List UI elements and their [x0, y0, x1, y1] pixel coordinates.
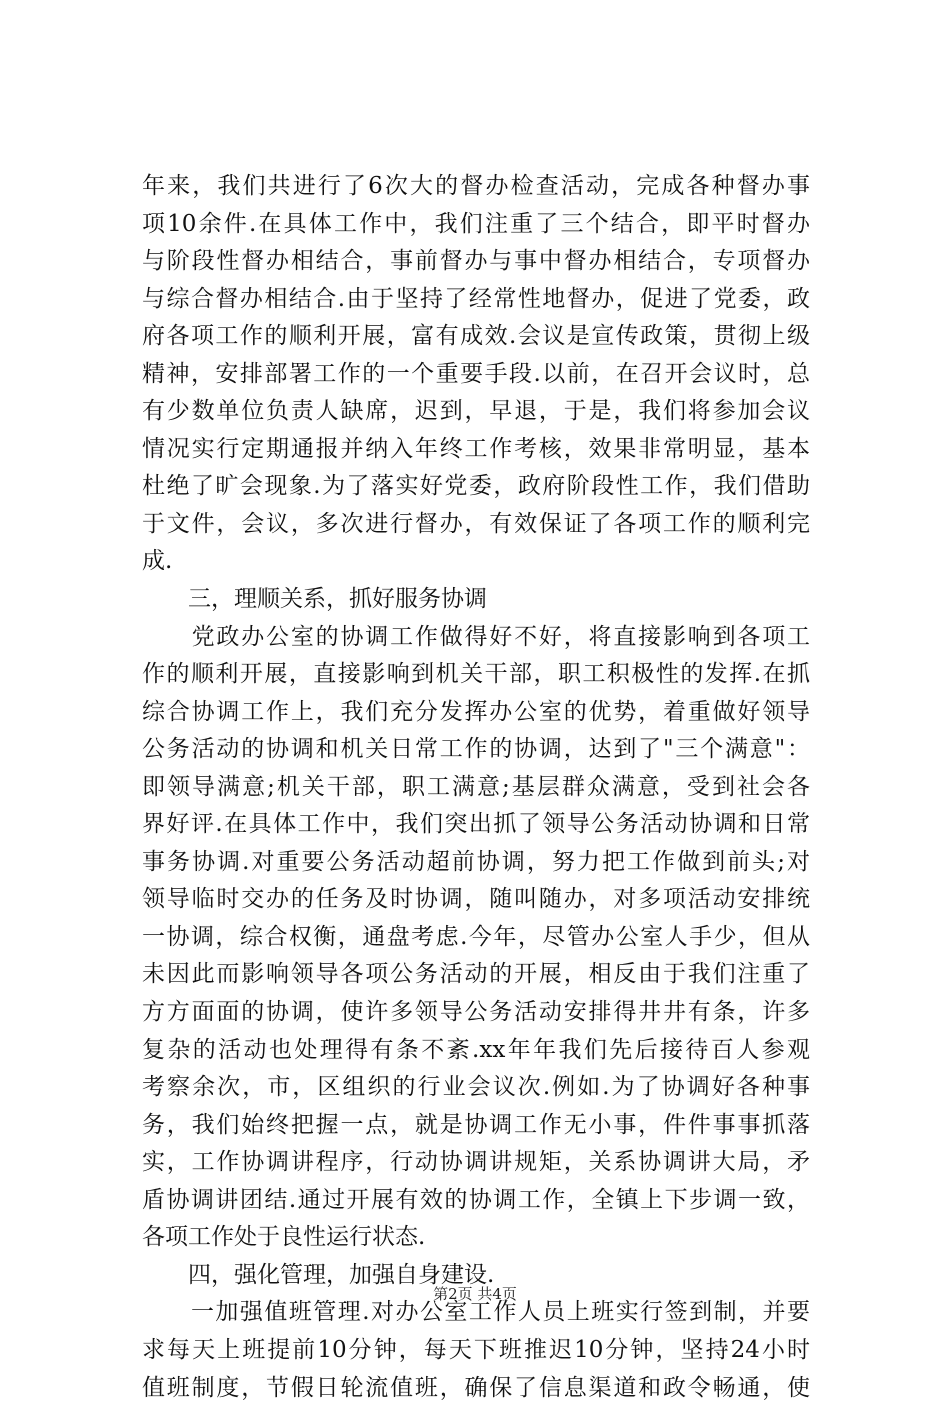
- text-line: 有少数单位负责人缺席，迟到，早退，于是，我们将参加会议: [142, 393, 810, 431]
- text-line: 与综合督办相结合.由于坚持了经常性地督办，促进了党委，政: [142, 281, 810, 319]
- text-line: 四，强化管理，加强自身建设.: [142, 1257, 810, 1295]
- text-line: 一协调，综合权衡，通盘考虑.今年，尽管办公室人手少，但从: [142, 919, 810, 957]
- text-line: 务，我们始终把握一点，就是协调工作无小事，件件事事抓落: [142, 1107, 810, 1145]
- text-line: 杜绝了旷会现象.为了落实好党委，政府阶段性工作，我们借助: [142, 468, 810, 506]
- text-line: 领导临时交办的任务及时协调，随叫随办，对多项活动安排统: [142, 881, 810, 919]
- text-line: 党政办公室的协调工作做得好不好，将直接影响到各项工: [142, 619, 810, 657]
- text-line: 复杂的活动也处理得有条不紊.xx年年我们先后接待百人参观: [142, 1032, 810, 1070]
- text-line: 界好评.在具体工作中，我们突出抓了领导公务活动协调和日常: [142, 806, 810, 844]
- text-line: 精神，安排部署工作的一个重要手段.以前，在召开会议时，总: [142, 356, 810, 394]
- text-line: 方方面面的协调，使许多领导公务活动安排得井井有条，许多: [142, 994, 810, 1032]
- text-line: 各项工作处于良性运行状态.: [142, 1219, 810, 1257]
- text-line: 求每天上班提前10分钟，每天下班推迟10分钟，坚持24小时: [142, 1332, 810, 1370]
- text-line: 公务活动的协调和机关日常工作的协调，达到了"三个满意"：: [142, 731, 810, 769]
- text-line: 于文件，会议，多次进行督办，有效保证了各项工作的顺利完: [142, 506, 810, 544]
- text-line: 未因此而影响领导各项公务活动的开展，相反由于我们注重了: [142, 956, 810, 994]
- text-line: 项10余件.在具体工作中，我们注重了三个结合，即平时督办: [142, 206, 810, 244]
- text-line: 一加强值班管理.对办公室工作人员上班实行签到制，并要: [142, 1294, 810, 1332]
- text-line: 作的顺利开展，直接影响到机关干部，职工积极性的发挥.在抓: [142, 656, 810, 694]
- text-line: 年来，我们共进行了6次大的督办检查活动，完成各种督办事: [142, 168, 810, 206]
- text-line: 情况实行定期通报并纳入年终工作考核，效果非常明显，基本: [142, 431, 810, 469]
- text-line: 实，工作协调讲程序，行动协调讲规矩，关系协调讲大局，矛: [142, 1144, 810, 1182]
- body-text: [142, 168, 810, 1407]
- text-line: 综合协调工作上，我们充分发挥办公室的优势，着重做好领导: [142, 694, 810, 732]
- page-footer: 第2页 共4页: [0, 1284, 950, 1304]
- text-line: 事务协调.对重要公务活动超前协调，努力把工作做到前头;对: [142, 844, 810, 882]
- text-line: 成.: [142, 543, 810, 581]
- text-line: 考察余次，市，区组织的行业会议次.例如.为了协调好各种事: [142, 1069, 810, 1107]
- text-line: 即领导满意;机关干部，职工满意;基层群众满意，受到社会各: [142, 769, 810, 807]
- text-line: 三，理顺关系，抓好服务协调: [142, 581, 810, 619]
- text-line: 盾协调讲团结.通过开展有效的协调工作，全镇上下步调一致，: [142, 1182, 810, 1220]
- text-line: 值班制度，节假日轮流值班，确保了信息渠道和政令畅通，使: [142, 1370, 810, 1407]
- text-line: 府各项工作的顺利开展，富有成效.会议是宣传政策，贯彻上级: [142, 318, 810, 356]
- text-line: 与阶段性督办相结合，事前督办与事中督办相结合，专项督办: [142, 243, 810, 281]
